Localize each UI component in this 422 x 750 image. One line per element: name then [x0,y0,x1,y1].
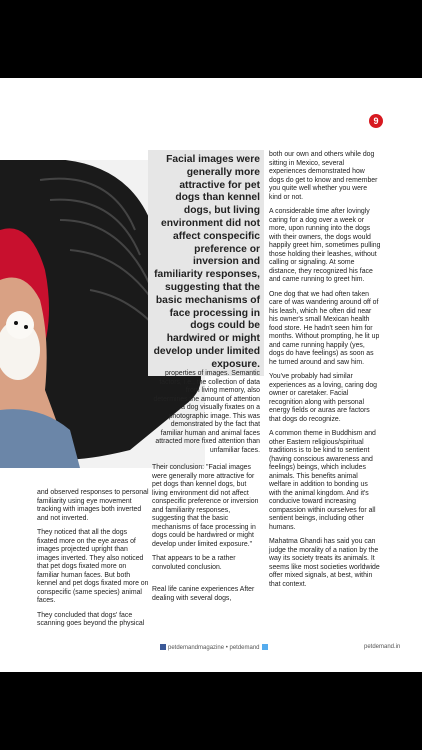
magazine-page [0,78,422,672]
article-column-1 [37,489,149,635]
page-number-badge: 9 [369,114,383,128]
paragraph: They noticed that all the dogs fixated more on the eye areas of images projected upright than images inverted. They also noticed that pet dogs fixated more on familiar human faces. But both kennel and pet dogs fixated more on conspecific (same species) animal faces. [37,529,149,604]
paragraph: Mahatma Ghandi has said you can judge the morality of a nation by the way its society treats its animals. It seems like most societies worldwide offer mixed signals, at best, within that context. [269,538,380,588]
paragraph: One dog that we had often taken care of was wandering around off of his leash, which he often did near his owner's small Mexican health food store. He hadn't seen him for months. Without prompting, he lit up and came running happily (yes, dogs do have feelings) as soon as he turned around and saw him. [269,290,380,366]
social-links [160,644,268,651]
pull-quote: Facial images were generally more attractive for pet dogs than kennel dogs, but living environment did not affect conspecific preference or inversion and familiarity responses, suggesting that the basic mechanisms of face processing in dogs could be hardwired or might develop under limited exposure. [148,150,264,376]
paragraph: They concluded that dogs' face scanning goes beyond the physical [37,611,145,627]
paragraph: properties of images. Semantic factors, i.e., the collection of data from living memory, also determines the amount of attention a dog visually fixates on a photographic image. This was demonstrated by the fact that familiar human and animal faces attracted more fixed attention than unfamiliar faces. [153,370,260,454]
website-link[interactable]: petdemand.in [364,644,401,650]
twitter-handle[interactable]: petdemand [229,645,260,651]
article-column-2 [152,464,260,609]
paragraph: You've probably had similar experiences as a loving, caring dog owner or caretaker. Facial recognition along with personal energy fields or auras are factors that dogs do recognize. [269,373,378,423]
paragraph: Their conclusion: "Facial images were generally more attractive for pet dogs than kennel dogs, but living environment did not affect conspecific preference or inversion and familiarity responses, suggesting that the basic mechanisms of face processing in dogs could be hardwired or might develop under limited exposure." [152,464,259,548]
facebook-handle[interactable]: petdemandmagazine [168,645,225,651]
paragraph: A common theme in Buddhism and other Eastern religious/spiritual traditions is to be kind to sentient (having conscious awareness and feelings) beings, which includes animals. This benefits animal welfare in addition to bonding us with the animal kingdom. And it's conducive toward increasing compassion within ourselves for all sentient beings, including other humans. [269,430,376,531]
paragraph: and observed responses to personal familiarity using eye movement tracking with images both inverted and not inverted. [37,489,149,522]
separator: • [225,645,228,651]
paragraph: A considerable time after lovingly caring for a dog over a week or more, upon running into the dogs with their owners, the dogs would happily greet him, sometimes pulling those holding their leashes, without calling or signaling. At some distance, they recognized his face and came running to greet him. [269,208,381,283]
article-column-2-top [152,370,260,461]
paragraph: Real life canine experiences After dealing with several dogs, [152,586,255,602]
article-column-3 [269,151,381,595]
page-footer [0,641,422,655]
facebook-icon[interactable] [160,644,166,650]
twitter-icon[interactable] [262,644,268,650]
paragraph: That appears to be a rather convoluted conclusion. [152,555,236,571]
paragraph: both our own and others while dog sitting in Mexico, several experiences demonstrated how dogs do get to know and remember you quite well whether you were kind or not. [269,151,378,201]
